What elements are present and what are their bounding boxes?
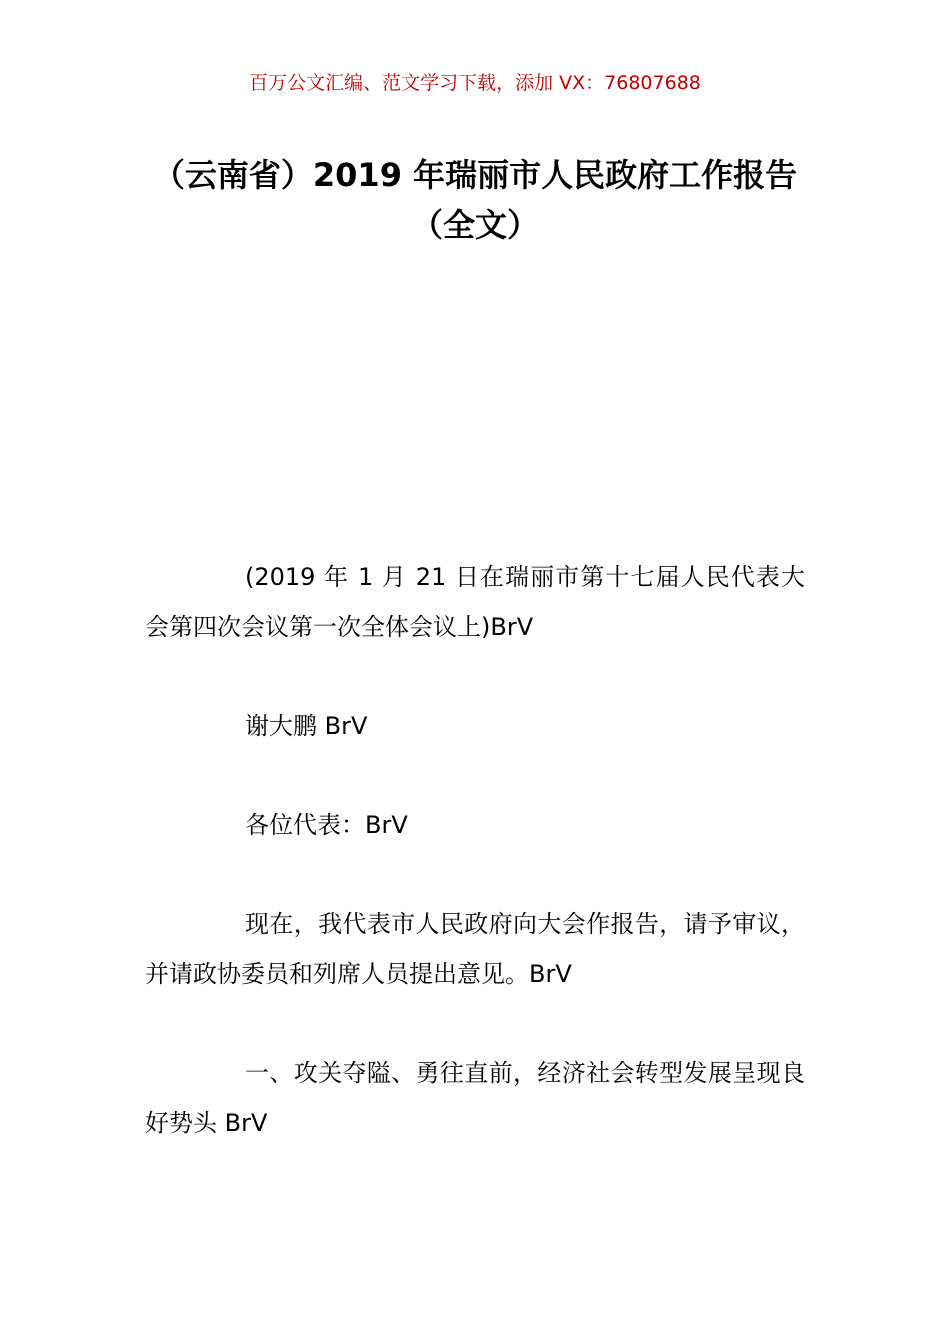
paragraph-salutation: 各位代表：BrV — [245, 811, 408, 839]
paragraph-intro: 现在，我代表市人民政府向大会作报告，请予审议，并请政协委员和列席人员提出意见。BrV — [145, 910, 805, 988]
header-note: 百万公文汇编、范文学习下载，添加 VX：76807688 — [249, 72, 701, 94]
document-title: （云南省）2019 年瑞丽市人民政府工作报告（全文） — [152, 156, 798, 244]
document-body — [145, 552, 805, 1197]
paragraph-section-heading: 一、攻关夺隘、勇往直前，经济社会转型发展呈现良好势头 BrV — [145, 1059, 805, 1137]
paragraph-author: 谢大鹏 BrV — [245, 712, 368, 740]
paragraph-meeting-info: (2019 年 1 月 21 日在瑞丽市第十七届人民代表大会第四次会议第一次全体会议上)BrV — [145, 563, 805, 641]
